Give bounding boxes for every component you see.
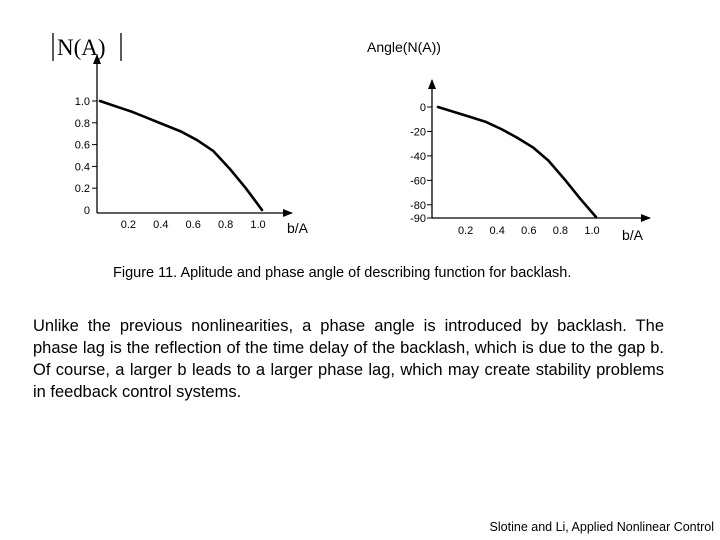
x-tick-label: 0.6 — [521, 225, 537, 237]
y-tick-label: 1.0 — [74, 96, 90, 108]
body-paragraph: Unlike the previous nonlinearities, a phase angle is introduced by backlash. The phase lag is the reflection of the time delay of the backlash, which is due to the gap b. Of course, a larger b leads to a larger phase lag, which may create stability problems in feedback control systems. — [33, 317, 664, 401]
y-tick-label: -80 — [410, 199, 426, 212]
chart-title: Angle(N(A)) — [367, 39, 441, 55]
x-axis-label: b/A — [622, 227, 644, 243]
y-tick-label: 0.6 — [74, 139, 90, 152]
x-tick-label: 0.4 — [153, 219, 169, 231]
y-tick-label: 0.4 — [74, 161, 90, 174]
y-tick-label: -20 — [410, 126, 426, 139]
chart-title: N(A) — [57, 35, 106, 60]
footer-citation: Slotine and Li, Applied Nonlinear Control — [489, 520, 714, 534]
x-tick-label: 0.2 — [457, 225, 474, 237]
y-tick-label: 0 — [83, 205, 90, 217]
x-tick-label: 0.8 — [552, 225, 569, 237]
y-tick-label: -90 — [410, 213, 426, 225]
figure-caption: Figure 11. Aplitude and phase angle of describing function for backlash. — [113, 265, 572, 281]
x-tick-label: 0.4 — [489, 225, 505, 237]
series-line — [438, 107, 596, 217]
y-tick-label: 0.2 — [74, 183, 90, 196]
y-tick-label: -60 — [410, 175, 426, 188]
x-tick-label: 0.6 — [185, 219, 201, 231]
phase-angle-chart — [367, 39, 650, 243]
x-tick-label: 1.0 — [250, 219, 266, 231]
y-tick-label: -40 — [410, 150, 426, 163]
x-tick-label: 0.8 — [217, 219, 234, 231]
y-tick-label: 0 — [419, 102, 426, 114]
series-line — [100, 101, 262, 210]
x-tick-label: 0.2 — [120, 219, 137, 231]
amplitude-chart — [53, 33, 309, 236]
x-axis-label: b/A — [287, 220, 309, 236]
x-tick-label: 1.0 — [584, 225, 600, 237]
y-tick-label: 0.8 — [74, 117, 90, 130]
